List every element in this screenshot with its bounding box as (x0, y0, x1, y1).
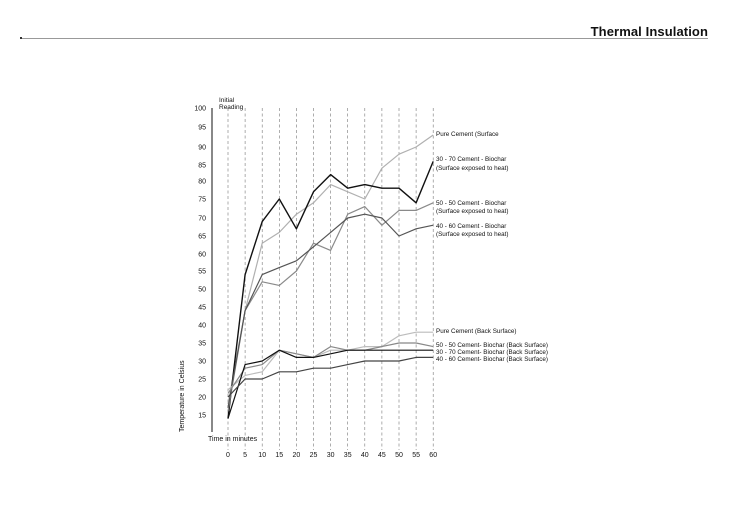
y-tick-label: 20 (198, 394, 206, 402)
x-tick-label: 20 (292, 452, 301, 459)
y-tick-label: 65 (198, 233, 206, 241)
x-tick-label: 55 (412, 452, 420, 459)
legend-label-series-3-line2: (Surface exposed to heat) (436, 208, 509, 215)
legend-label-series-7: 30 - 70 Cement- Biochar (Back Surface) (436, 349, 548, 356)
vertical-gridlines (228, 108, 433, 450)
legend-label-series-3-line1: 50 - 50 Cement - Biochar (436, 200, 507, 207)
y-axis-label: Temperature in Celsius (179, 360, 186, 432)
y-tick-label: 35 (198, 340, 206, 348)
x-tick-label: 15 (275, 452, 284, 459)
x-tick-label: 25 (309, 452, 318, 459)
legend-label-series-6: 50 - 50 Cement- Biochar (Back Surface) (436, 342, 548, 349)
y-tick-label: 30 (198, 358, 206, 366)
x-tick-label: 10 (258, 452, 267, 459)
legend-label-series-5: Pure Cement (Back Surface) (436, 328, 517, 335)
y-tick-label: 55 (198, 268, 206, 276)
y-tick-label: 100 (194, 105, 206, 113)
y-tick-label: 90 (198, 144, 206, 152)
y-tick-label: 50 (198, 286, 206, 294)
y-tick-label: 15 (198, 412, 206, 420)
x-tick-label: 60 (429, 452, 438, 459)
legend-labels (436, 131, 548, 363)
x-tick-label: 50 (395, 452, 403, 459)
initial-label-line1: Initial (219, 97, 235, 104)
y-tick-label: 80 (198, 178, 206, 186)
legend-label-series-1: Pure Cement (Surface (436, 131, 499, 138)
series-lines (228, 135, 433, 418)
legend-label-series-2-line2: (Surface exposed to heat) (436, 165, 509, 172)
x-tick-label: 5 (243, 452, 248, 459)
initial-label-line2: Reading (219, 104, 244, 111)
y-tick-label: 70 (198, 215, 206, 223)
legend-label-series-2-line1: 30 - 70 Cement - Biochar (436, 156, 507, 163)
x-tick-label: 30 (326, 452, 335, 459)
x-tick-label: 40 (360, 452, 369, 459)
y-tick-label: 60 (198, 251, 206, 259)
x-tick-labels (226, 452, 437, 459)
y-tick-label: 85 (198, 162, 206, 170)
legend-label-series-4-line1: 40 - 60 Cement - Biochar (436, 223, 507, 230)
x-axis-label: Time in minutes (208, 436, 258, 443)
x-tick-label: 0 (226, 452, 230, 459)
y-tick-label: 40 (198, 322, 206, 330)
y-tick-label: 25 (198, 376, 206, 384)
y-tick-label: 45 (198, 304, 206, 312)
y-tick-label: 75 (198, 196, 206, 204)
x-tick-label: 35 (343, 452, 352, 459)
page-title: Thermal Insulation (590, 24, 708, 39)
x-tick-label: 45 (378, 452, 386, 459)
y-tick-label: 95 (198, 124, 206, 132)
y-tick-labels (194, 106, 206, 420)
legend-label-series-8: 40 - 60 Cement- Biochar (Back Surface) (436, 356, 548, 363)
legend-label-series-4-line2: (Surface exposed to heat) (436, 231, 509, 238)
